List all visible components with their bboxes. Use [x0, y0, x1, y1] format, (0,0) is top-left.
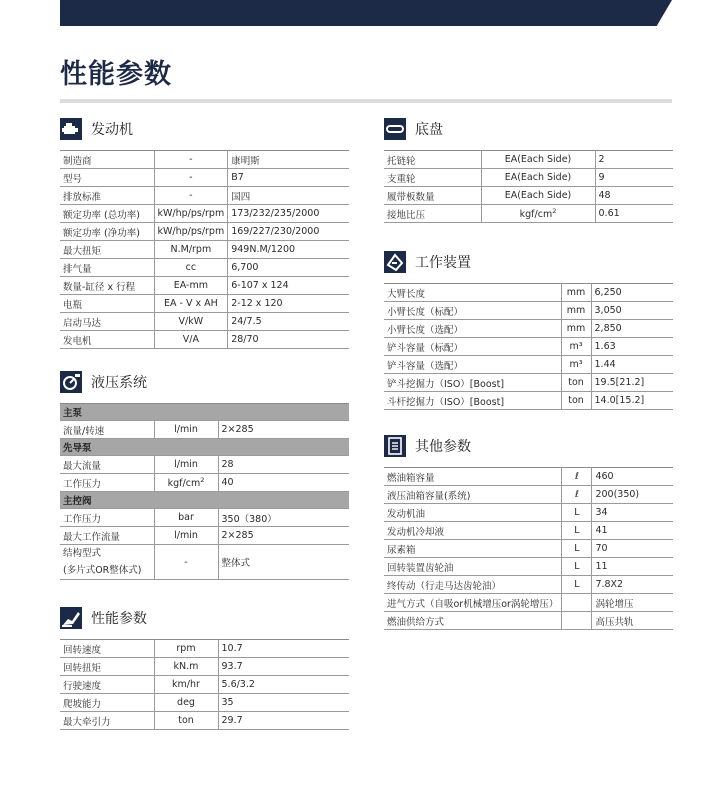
row-value: 6,700 — [228, 259, 349, 277]
table-group-row — [60, 439, 349, 456]
row-label: 液压油箱容量(系统) — [384, 486, 562, 504]
row-label: 燃油箱容量 — [384, 468, 562, 486]
row-unit: bar — [154, 509, 218, 527]
table-row — [384, 302, 673, 320]
row-label: 工作压力 — [60, 509, 154, 527]
row-unit: V/A — [154, 331, 228, 349]
row-unit: mm — [561, 320, 591, 338]
other-table — [384, 467, 673, 630]
row-value: 0.61 — [595, 205, 673, 223]
table-row — [384, 392, 673, 410]
working-table — [384, 283, 673, 410]
row-unit — [154, 474, 218, 492]
row-unit: m³ — [561, 338, 591, 356]
engine-title: 发动机 — [91, 122, 133, 138]
row-unit: deg — [154, 694, 218, 712]
row-label: 进气方式（自吸or机械增压or涡轮增压） — [384, 594, 562, 612]
engine-section — [60, 116, 349, 349]
row-unit: EA(Each Side) — [481, 151, 595, 169]
pilot-pump-label: 先导泵 — [60, 439, 349, 456]
table-row — [60, 205, 349, 223]
chassis-section — [384, 116, 673, 223]
other-header — [384, 433, 673, 459]
table-row — [384, 338, 673, 356]
row-label: 工作压力 — [60, 474, 154, 492]
row-value: 460 — [592, 468, 673, 486]
row-value: 1.63 — [591, 338, 673, 356]
table-row — [384, 374, 673, 392]
row-value: 19.5[21.2] — [591, 374, 673, 392]
other-section — [384, 433, 673, 630]
table-row — [384, 594, 673, 612]
row-value: 11 — [592, 558, 673, 576]
row-value: 9 — [595, 169, 673, 187]
row-unit: l/min — [154, 456, 218, 474]
row-value: 14.0[15.2] — [591, 392, 673, 410]
structure-line-1: 结构型式 — [63, 548, 102, 559]
table-row — [60, 277, 349, 295]
row-label: 发动机冷却液 — [384, 522, 562, 540]
row-unit: km/hr — [154, 676, 218, 694]
row-unit: kW/hp/ps/rpm — [154, 223, 228, 241]
row-value: 93.7 — [218, 658, 349, 676]
row-value: 40 — [218, 474, 349, 492]
row-label: 回转扭矩 — [60, 658, 154, 676]
row-unit: N.M/rpm — [154, 241, 228, 259]
row-unit: L — [562, 576, 592, 594]
table-row — [384, 486, 673, 504]
row-unit: ℓ — [562, 486, 592, 504]
unit-text: kgf/cm — [167, 478, 201, 490]
hydraulic-icon — [60, 371, 82, 393]
other-title: 其他参数 — [415, 439, 471, 455]
unit-superscript: 2 — [200, 475, 205, 484]
row-label: 接地比压 — [384, 205, 481, 223]
row-label: 铲斗容量（选配） — [384, 356, 561, 374]
row-value: 7.8X2 — [592, 576, 673, 594]
table-row — [60, 712, 349, 730]
row-unit: - — [154, 151, 228, 169]
row-unit: cc — [154, 259, 228, 277]
chassis-table — [384, 150, 673, 223]
table-row — [384, 320, 673, 338]
table-row — [60, 694, 349, 712]
control-valve-label: 主控阀 — [60, 492, 349, 509]
hydraulic-title: 液压系统 — [91, 375, 147, 391]
working-header — [384, 249, 673, 275]
performance-table — [60, 639, 349, 730]
row-label: 最大扭矩 — [60, 241, 154, 259]
row-label: 铲斗容量（标配） — [384, 338, 561, 356]
row-label: 流量/转速 — [60, 421, 154, 439]
row-value: 2×285 — [218, 527, 349, 545]
row-label: 排放标准 — [60, 187, 154, 205]
row-unit: EA-mm — [154, 277, 228, 295]
row-label: 回转速度 — [60, 640, 154, 658]
row-value: 28 — [218, 456, 349, 474]
table-row — [384, 540, 673, 558]
row-label: 型号 — [60, 169, 154, 187]
row-value: 35 — [218, 694, 349, 712]
row-label: 支重轮 — [384, 169, 481, 187]
row-unit: l/min — [154, 527, 218, 545]
row-value: 高压共轨 — [592, 612, 673, 630]
table-row — [384, 284, 673, 302]
row-value: 6,250 — [591, 284, 673, 302]
row-unit: L — [562, 522, 592, 540]
row-label: 履带板数量 — [384, 187, 481, 205]
table-row — [60, 151, 349, 169]
row-value: 2-12 x 120 — [228, 295, 349, 313]
table-row — [60, 509, 349, 527]
engine-table — [60, 150, 349, 349]
performance-header — [60, 605, 349, 631]
row-unit: ton — [154, 712, 218, 730]
row-label — [60, 545, 154, 580]
page-title: 性能参数 — [60, 59, 172, 90]
unit-superscript: 2 — [552, 206, 557, 215]
row-unit: EA(Each Side) — [481, 169, 595, 187]
table-row — [384, 468, 673, 486]
working-section — [384, 249, 673, 410]
hydraulic-table — [60, 403, 349, 580]
row-value: 6-107 x 124 — [228, 277, 349, 295]
row-label: 制造商 — [60, 151, 154, 169]
row-unit: L — [562, 504, 592, 522]
row-unit: l/min — [154, 421, 218, 439]
row-value: 34 — [592, 504, 673, 522]
table-row — [60, 241, 349, 259]
row-value: 48 — [595, 187, 673, 205]
row-label: 额定功率 (总功率) — [60, 205, 154, 223]
row-value: 173/232/235/2000 — [228, 205, 349, 223]
unit-text: kgf/cm — [519, 209, 553, 221]
table-row — [60, 295, 349, 313]
row-unit: - — [154, 545, 218, 580]
row-unit — [562, 594, 592, 612]
engine-icon — [60, 118, 82, 140]
hydraulic-header — [60, 369, 349, 395]
document-icon — [384, 435, 406, 457]
row-unit: - — [154, 169, 228, 187]
table-row — [384, 187, 673, 205]
track-icon — [384, 118, 406, 140]
table-row — [384, 205, 673, 223]
table-row — [384, 612, 673, 630]
row-value: 28/70 — [228, 331, 349, 349]
row-value: 整体式 — [218, 545, 349, 580]
row-unit: - — [154, 187, 228, 205]
row-label: 爬坡能力 — [60, 694, 154, 712]
row-label: 电瓶 — [60, 295, 154, 313]
table-row — [60, 169, 349, 187]
table-row — [60, 456, 349, 474]
table-row — [60, 545, 349, 580]
row-unit: rpm — [154, 640, 218, 658]
row-unit: L — [562, 558, 592, 576]
row-value: 949N.M/1200 — [228, 241, 349, 259]
row-label: 最大牵引力 — [60, 712, 154, 730]
row-value: 41 — [592, 522, 673, 540]
row-label: 额定功率 (净功率) — [60, 223, 154, 241]
row-value: 350（380） — [218, 509, 349, 527]
header-banner — [60, 0, 672, 26]
row-unit: V/kW — [154, 313, 228, 331]
row-unit: EA(Each Side) — [481, 187, 595, 205]
table-row — [60, 331, 349, 349]
row-label: 终传动（行走马达齿轮油） — [384, 576, 562, 594]
row-unit: ton — [561, 374, 591, 392]
row-unit: kN.m — [154, 658, 218, 676]
table-row — [60, 658, 349, 676]
row-label: 小臂长度（选配） — [384, 320, 561, 338]
working-title: 工作装置 — [415, 255, 471, 271]
performance-section — [60, 605, 349, 730]
table-row — [60, 527, 349, 545]
table-group-row — [60, 492, 349, 509]
structure-line-2: (多片式OR整体式) — [63, 565, 142, 576]
row-label: 发动机油 — [384, 504, 562, 522]
table-row — [60, 259, 349, 277]
excavator-icon — [60, 607, 82, 629]
row-unit — [562, 612, 592, 630]
table-row — [60, 313, 349, 331]
hydraulic-section — [60, 369, 349, 580]
performance-title: 性能参数 — [91, 611, 147, 627]
table-row — [384, 558, 673, 576]
row-value: 2 — [595, 151, 673, 169]
row-label: 发电机 — [60, 331, 154, 349]
row-unit: m³ — [561, 356, 591, 374]
row-unit: L — [562, 540, 592, 558]
row-value: 169/227/230/2000 — [228, 223, 349, 241]
table-row — [384, 522, 673, 540]
table-row — [60, 187, 349, 205]
main-pump-label: 主泵 — [60, 404, 349, 421]
row-label: 最大流量 — [60, 456, 154, 474]
row-label: 行驶速度 — [60, 676, 154, 694]
row-label: 斗杆挖掘力（ISO）[Boost] — [384, 392, 561, 410]
chassis-header — [384, 116, 673, 142]
row-value: 国四 — [228, 187, 349, 205]
table-row — [60, 676, 349, 694]
engine-header — [60, 116, 349, 142]
row-label: 启动马达 — [60, 313, 154, 331]
table-row — [384, 504, 673, 522]
bucket-icon — [384, 251, 406, 273]
row-value: 70 — [592, 540, 673, 558]
row-unit: EA - V x AH — [154, 295, 228, 313]
row-value: 200(350) — [592, 486, 673, 504]
title-divider — [60, 99, 672, 103]
table-row — [60, 474, 349, 492]
table-group-row — [60, 404, 349, 421]
chassis-title: 底盘 — [415, 122, 443, 138]
row-label: 燃油供给方式 — [384, 612, 562, 630]
row-label: 大臂长度 — [384, 284, 561, 302]
table-row — [60, 223, 349, 241]
row-value: 3,050 — [591, 302, 673, 320]
row-unit: kW/hp/ps/rpm — [154, 205, 228, 223]
row-value: B7 — [228, 169, 349, 187]
table-row — [60, 421, 349, 439]
row-label: 托链轮 — [384, 151, 481, 169]
table-row — [384, 169, 673, 187]
table-row — [384, 151, 673, 169]
row-label: 排气量 — [60, 259, 154, 277]
row-value: 1.44 — [591, 356, 673, 374]
row-unit: mm — [561, 284, 591, 302]
row-label: 回转装置齿轮油 — [384, 558, 562, 576]
row-label: 尿素箱 — [384, 540, 562, 558]
row-unit — [481, 205, 595, 223]
row-label: 数量-缸径 x 行程 — [60, 277, 154, 295]
row-label: 铲斗挖掘力（ISO）[Boost] — [384, 374, 561, 392]
row-value: 2,850 — [591, 320, 673, 338]
table-row — [384, 356, 673, 374]
row-value: 2×285 — [218, 421, 349, 439]
row-value: 10.7 — [218, 640, 349, 658]
row-value: 康明斯 — [228, 151, 349, 169]
table-row — [384, 576, 673, 594]
row-unit: ton — [561, 392, 591, 410]
row-unit: ℓ — [562, 468, 592, 486]
row-value: 5.6/3.2 — [218, 676, 349, 694]
row-label: 最大工作流量 — [60, 527, 154, 545]
table-row — [60, 640, 349, 658]
row-value: 29.7 — [218, 712, 349, 730]
row-unit: mm — [561, 302, 591, 320]
row-value: 涡轮增压 — [592, 594, 673, 612]
row-value: 24/7.5 — [228, 313, 349, 331]
row-label: 小臂长度（标配） — [384, 302, 561, 320]
